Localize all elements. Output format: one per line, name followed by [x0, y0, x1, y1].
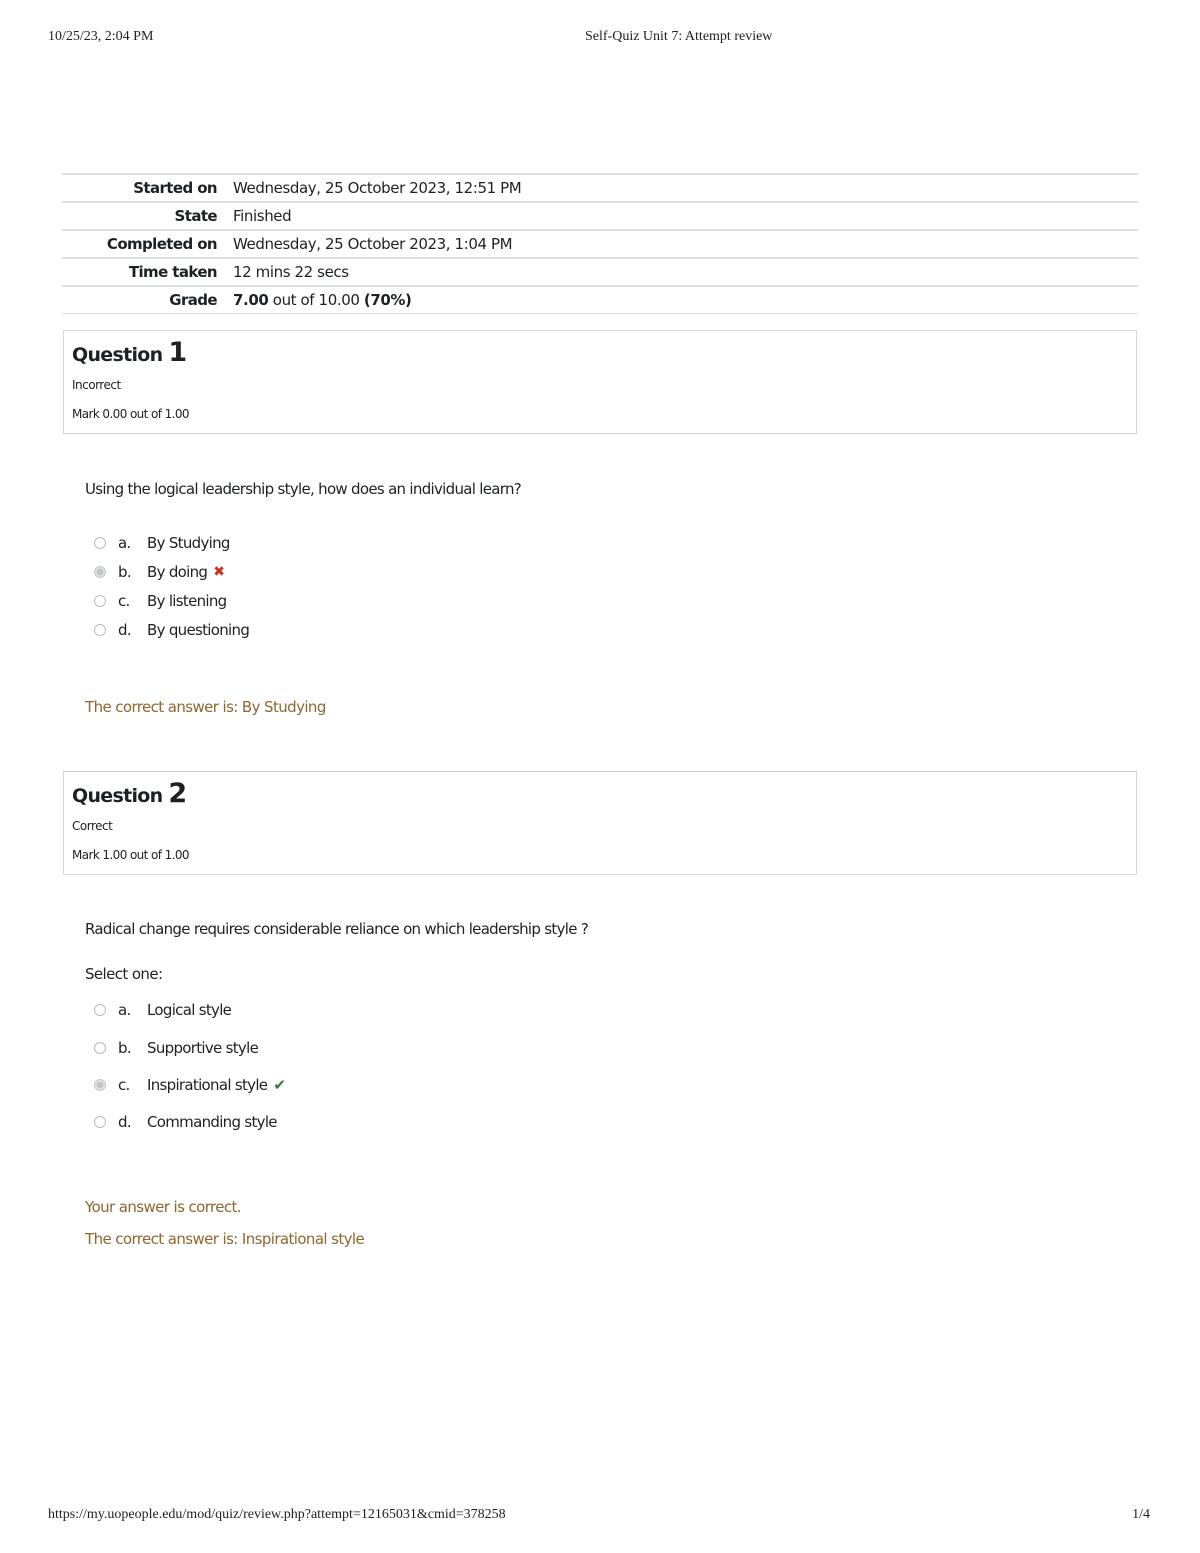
print-datetime: 10/25/23, 2:04 PM: [48, 29, 154, 44]
question-1-info-box: [63, 330, 1137, 434]
completed-value: Wednesday, 25 October 2023, 1:04 PM: [233, 235, 513, 253]
correct-check-icon: ✔: [273, 1076, 286, 1094]
option-text: By questioning: [147, 621, 250, 639]
grade-value: [231, 286, 1138, 314]
option-text: Supportive style: [147, 1039, 259, 1057]
question-2-state: Correct: [72, 819, 113, 833]
question-1-mark: Mark 0.00 out of 1.00: [72, 407, 189, 421]
option-letter: a.: [118, 1001, 131, 1019]
option-letter: b.: [118, 1039, 131, 1057]
question-2-right-answer: The correct answer is: Inspirational style: [85, 1230, 365, 1248]
question-2-option-a[interactable]: [94, 999, 231, 1021]
option-letter: d.: [118, 1113, 131, 1131]
option-text: By doing: [147, 563, 208, 581]
grade-out-of: out of 10.00: [268, 291, 364, 309]
question-2-info-box: [63, 771, 1137, 875]
question-2-option-c[interactable]: [94, 1074, 285, 1096]
option-letter: c.: [118, 1076, 130, 1094]
question-1-right-answer: The correct answer is: By Studying: [85, 698, 326, 716]
option-text: By Studying: [147, 534, 230, 552]
option-letter: d.: [118, 621, 131, 639]
radio-icon[interactable]: [94, 1042, 106, 1054]
question-1-title: [72, 337, 186, 368]
question-label: Question: [72, 785, 169, 807]
question-2-mark: Mark 1.00 out of 1.00: [72, 848, 189, 862]
radio-selected-icon[interactable]: [94, 1079, 106, 1091]
question-2-title: [72, 778, 186, 809]
state-label: State: [174, 207, 217, 225]
option-letter: c.: [118, 592, 130, 610]
summary-row-grade: [62, 286, 1138, 314]
option-text: Logical style: [147, 1001, 232, 1019]
radio-icon[interactable]: [94, 537, 106, 549]
option-text: Inspirational style: [147, 1076, 268, 1094]
summary-row-state: [62, 202, 1138, 230]
print-url: https://my.uopeople.edu/mod/quiz/review.php?attempt=12165031&cmid=378258: [48, 1507, 506, 1522]
question-1-option-a[interactable]: [94, 532, 230, 554]
completed-label: Completed on: [106, 235, 217, 253]
summary-row-started: [62, 174, 1138, 202]
question-1-state: Incorrect: [72, 378, 121, 392]
question-2-option-d[interactable]: [94, 1111, 277, 1133]
question-label: Question: [72, 344, 169, 366]
question-1-option-d[interactable]: [94, 619, 249, 641]
question-2-text: Radical change requires considerable reliance on which leadership style ?: [85, 920, 589, 938]
radio-selected-icon[interactable]: [94, 566, 106, 578]
started-value: Wednesday, 25 October 2023, 12:51 PM: [233, 179, 522, 197]
summary-row-time: [62, 258, 1138, 286]
time-taken-label: Time taken: [128, 263, 217, 281]
state-value: Finished: [233, 207, 292, 225]
print-page-title: Self-Quiz Unit 7: Attempt review: [585, 29, 773, 44]
question-2-option-b[interactable]: [94, 1037, 258, 1059]
select-one-prompt: Select one:: [85, 965, 163, 983]
question-1-option-b[interactable]: [94, 561, 224, 583]
question-1-text: Using the logical leadership style, how does an individual learn?: [85, 480, 522, 498]
grade-percent: (70%): [363, 291, 412, 309]
question-number: 1: [168, 337, 187, 368]
attempt-summary-table: [62, 173, 1138, 314]
option-letter: b.: [118, 563, 131, 581]
option-letter: a.: [118, 534, 131, 552]
grade-label: Grade: [169, 291, 217, 309]
question-number: 2: [168, 778, 187, 809]
incorrect-icon: ✖: [213, 564, 225, 580]
option-text: Commanding style: [147, 1113, 277, 1131]
radio-icon[interactable]: [94, 1116, 106, 1128]
grade-score: 7.00: [233, 291, 269, 309]
question-2-feedback: Your answer is correct.: [85, 1198, 241, 1216]
print-page-number: 1/4: [1132, 1507, 1150, 1522]
time-taken-value: 12 mins 22 secs: [233, 263, 349, 281]
radio-icon[interactable]: [94, 1004, 106, 1016]
radio-icon[interactable]: [94, 595, 106, 607]
radio-icon[interactable]: [94, 624, 106, 636]
question-1-option-c[interactable]: [94, 590, 227, 612]
started-label: Started on: [133, 179, 217, 197]
summary-row-completed: [62, 230, 1138, 258]
option-text: By listening: [147, 592, 227, 610]
